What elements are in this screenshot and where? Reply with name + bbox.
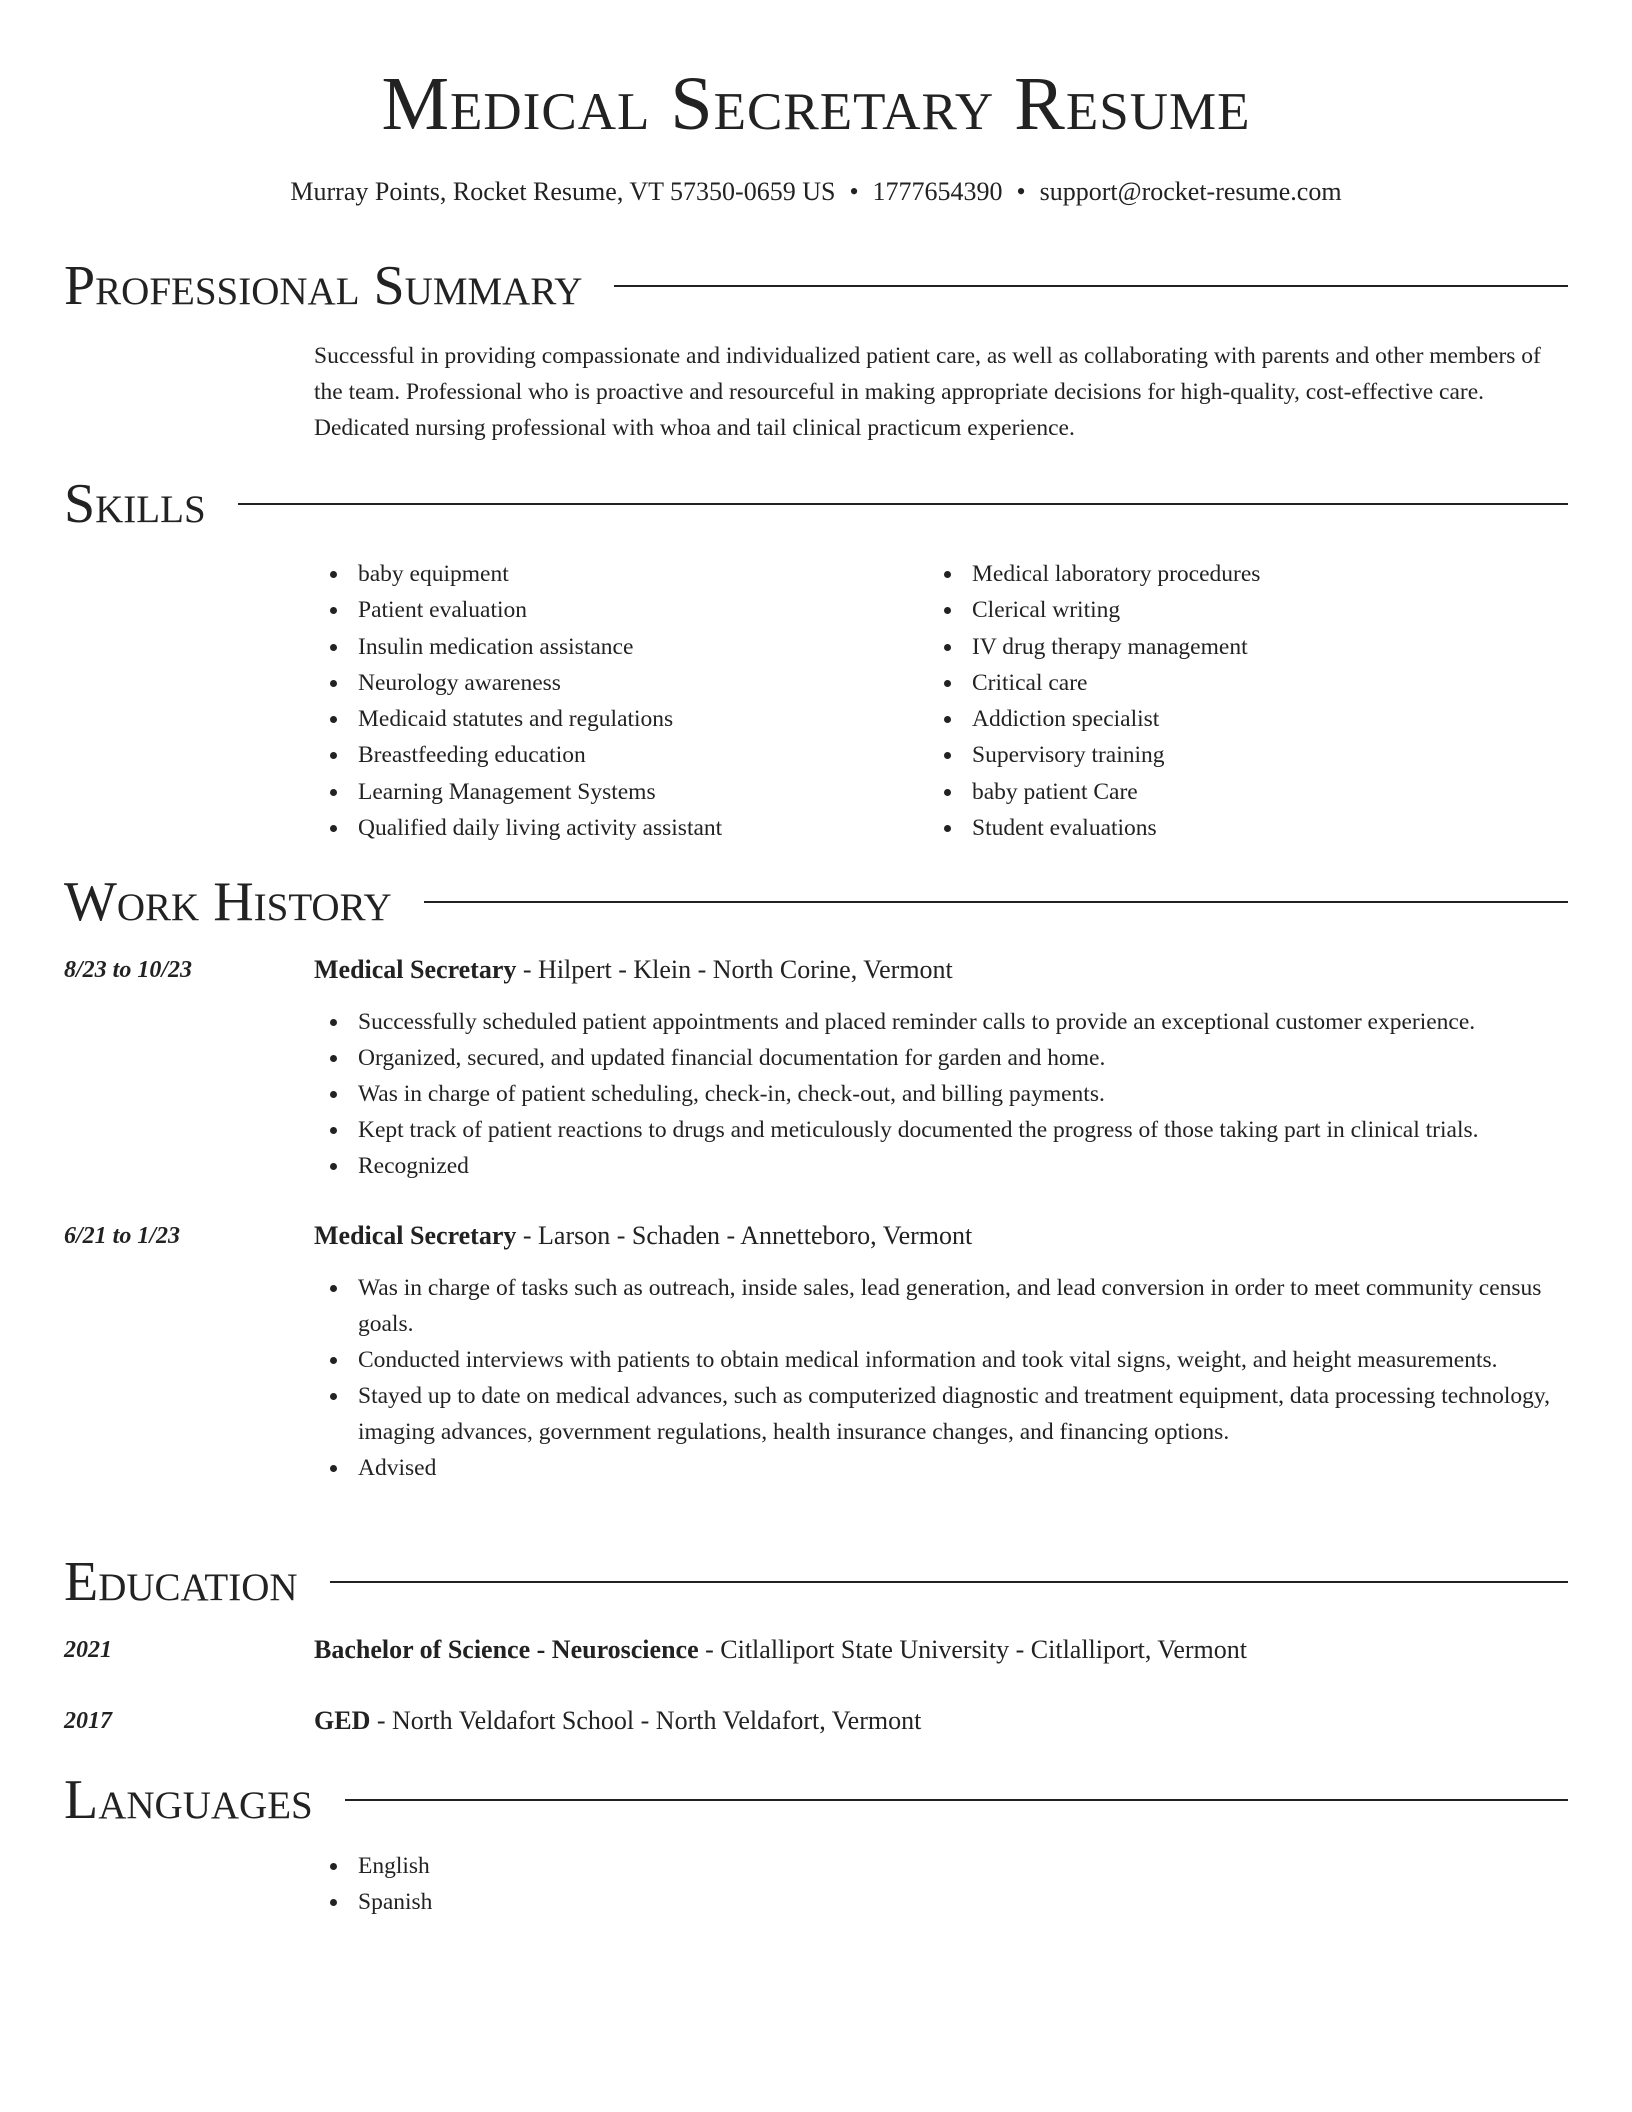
contact-separator: •	[849, 177, 859, 206]
section-title: Professional Summary	[64, 255, 583, 317]
education-degree: GED	[314, 1706, 371, 1735]
job-employer: - Larson - Schaden - Annetteboro, Vermont	[516, 1221, 973, 1250]
languages-section-heading	[64, 1768, 1568, 1832]
education-school: - Citlalliport State University - Citlalliport, Vermont	[698, 1635, 1247, 1664]
skill-item: Insulin medication assistance	[314, 629, 914, 665]
job-heading	[314, 1218, 1568, 1254]
education-year: 2017	[64, 1708, 112, 1734]
summary-section-heading	[64, 254, 1568, 318]
job-bullet: Was in charge of tasks such as outreach, inside sales, lead generation, and lead conversion in order to meet community census goals.	[314, 1270, 1568, 1342]
job-bullet: Advised	[314, 1450, 1568, 1486]
section-divider	[345, 1799, 1568, 1801]
job-bullet: Stayed up to date on medical advances, such as computerized diagnostic and treatment equipment, data processing technology, imaging advances, government regulations, health insurance changes, and financing options.	[314, 1378, 1568, 1450]
language-item: English	[314, 1848, 1568, 1884]
education-entry	[314, 1703, 1568, 1739]
skill-item: Supervisory training	[928, 737, 1528, 773]
job-bullet: Recognized	[314, 1148, 1568, 1184]
skill-item: Student evaluations	[928, 810, 1528, 846]
skills-list-right	[928, 556, 1528, 846]
contact-separator: •	[1016, 177, 1026, 206]
section-title: Languages	[64, 1769, 313, 1831]
section-title: Work History	[64, 871, 392, 933]
job-bullet: Successfully scheduled patient appointments and placed reminder calls to provide an exceptional customer experience.	[314, 1004, 1568, 1040]
section-divider	[330, 1581, 1568, 1583]
job-title: Medical Secretary	[314, 955, 517, 984]
language-item: Spanish	[314, 1884, 1568, 1920]
contact-address: Murray Points, Rocket Resume, VT 57350-0659 US	[290, 177, 836, 206]
skill-item: Addiction specialist	[928, 701, 1528, 737]
education-degree: Bachelor of Science - Neuroscience	[314, 1635, 699, 1664]
job-bullets	[314, 1270, 1568, 1486]
resume-title: Medical Secretary Resume	[381, 62, 1251, 146]
section-divider	[424, 901, 1568, 903]
job-title: Medical Secretary	[314, 1221, 517, 1250]
skill-item: Breastfeeding education	[314, 737, 914, 773]
education-section-heading	[64, 1550, 1568, 1614]
skill-item: Patient evaluation	[314, 592, 914, 628]
job-heading	[314, 952, 1568, 988]
job-dates: 8/23 to 10/23	[64, 957, 193, 983]
job-employer: - Hilpert - Klein - North Corine, Vermont	[516, 955, 953, 984]
skill-item: Neurology awareness	[314, 665, 914, 701]
section-title: Education	[64, 1551, 298, 1613]
section-title: Skills	[64, 473, 206, 535]
skill-item: Medical laboratory procedures	[928, 556, 1528, 592]
job-bullets	[314, 1004, 1568, 1184]
skill-item: IV drug therapy management	[928, 629, 1528, 665]
skill-item: Critical care	[928, 665, 1528, 701]
contact-email: support@rocket-resume.com	[1039, 177, 1342, 206]
job-dates: 6/21 to 1/23	[64, 1223, 181, 1249]
summary-text: Successful in providing compassionate and individualized patient care, as well as collaborating with parents and other members of the team. Professional who is proactive and resourceful in making appropriate decisions for high-quality, cost-effective care. Dedicated nursing professional with whoa and tail clinical practicum experience.	[314, 343, 1541, 441]
job-bullet: Organized, secured, and updated financial documentation for garden and home.	[314, 1040, 1568, 1076]
work-section-heading	[64, 870, 1568, 934]
education-school: - North Veldafort School - North Veldafort, Vermont	[370, 1706, 922, 1735]
skill-item: Medicaid statutes and regulations	[314, 701, 914, 737]
languages-list	[314, 1848, 1568, 1920]
contact-phone: 1777654390	[872, 177, 1003, 206]
section-divider	[614, 285, 1568, 287]
job-bullet: Kept track of patient reactions to drugs and meticulously documented the progress of those taking part in clinical trials.	[314, 1112, 1568, 1148]
skills-list-left	[314, 556, 914, 846]
section-divider	[238, 503, 1568, 505]
job-bullet: Was in charge of patient scheduling, check-in, check-out, and billing payments.	[314, 1076, 1568, 1112]
skill-item: Clerical writing	[928, 592, 1528, 628]
skill-item: Qualified daily living activity assistant	[314, 810, 914, 846]
skill-item: Learning Management Systems	[314, 774, 914, 810]
job-bullet: Conducted interviews with patients to obtain medical information and took vital signs, weight, and height measurements.	[314, 1342, 1568, 1378]
education-entry	[314, 1632, 1568, 1668]
skills-section-heading	[64, 472, 1568, 536]
education-year: 2021	[64, 1637, 112, 1663]
skill-item: baby patient Care	[928, 774, 1528, 810]
contact-line	[0, 174, 1632, 210]
skill-item: baby equipment	[314, 556, 914, 592]
